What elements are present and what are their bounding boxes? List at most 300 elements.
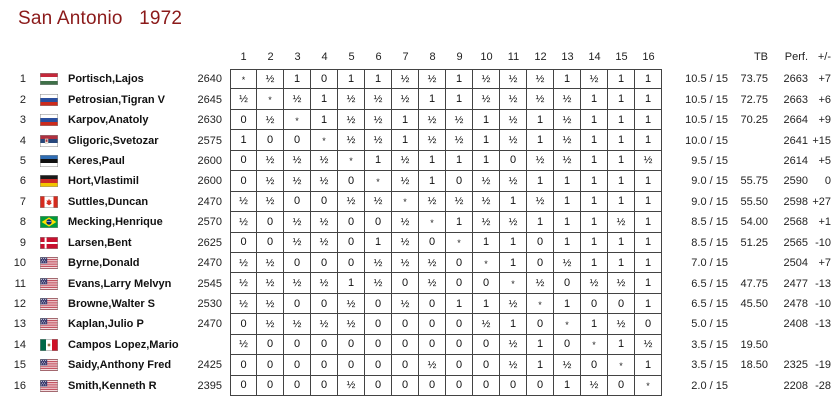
result-cell: 1 [608,151,635,171]
result-cell [365,89,392,109]
result-cell: 1 [311,89,338,109]
result-cell [257,253,284,273]
result-cell [473,89,500,109]
score-cell: 3.5 / 15 [691,338,728,351]
result-cell: 1 [527,171,554,191]
table-row [0,233,832,253]
result-cell: 1 [554,233,581,253]
result-cell: 0 [311,192,338,212]
player-name: Keres,Paul [68,154,125,167]
result-cell [581,69,608,89]
tb-cell: 19.50 [740,338,768,351]
result-half: ½ [562,134,572,147]
result-cell: 0 [527,314,554,334]
result-cell [392,233,419,253]
result-cell [338,89,365,109]
result-cell: 1 [473,233,500,253]
result-cell [500,89,527,109]
result-cell [365,192,392,212]
result-cell: 0 [230,355,257,375]
diagonal-star: * [403,197,407,208]
result-cell: 0 [284,253,311,273]
result-cell [500,130,527,150]
rank-cell: 7 [19,195,26,208]
score-cell: 8.5 / 15 [691,236,728,249]
result-cell [257,294,284,314]
player-name: Larsen,Bent [68,236,132,249]
score-cell: 5.0 / 15 [691,318,728,331]
rating-cell: 2600 [197,175,222,188]
result-cell: 1 [635,110,662,130]
result-half: ½ [346,93,356,106]
result-cell: 1 [635,69,662,89]
flag-russia-icon [40,94,58,106]
result-cell [392,151,419,171]
result-half: ½ [508,134,518,147]
results-grid [230,110,662,130]
result-cell: 0 [284,192,311,212]
flag-usa-icon [40,278,58,290]
result-cell: 1 [608,69,635,89]
result-cell [500,171,527,191]
result-cell [392,294,419,314]
flag-usa-icon [40,257,58,269]
result-cell [284,89,311,109]
result-half: ½ [562,256,572,269]
tb-cell: 51.25 [740,236,768,249]
results-grid [230,192,662,212]
result-cell: 1 [311,110,338,130]
result-cell: 1 [581,110,608,130]
result-half: ½ [292,277,302,290]
result-cell: 0 [230,376,257,396]
rating-cell: 2625 [197,236,222,249]
result-cell: 0 [311,253,338,273]
result-cell [284,171,311,191]
result-cell: 0 [230,110,257,130]
rank-cell: 13 [13,318,26,331]
plusminus-cell: +1 [818,216,831,229]
result-cell [419,69,446,89]
diagonal-star: * [511,279,515,290]
result-cell [338,294,365,314]
rating-cell: 2630 [197,114,222,127]
result-half: ½ [292,93,302,106]
result-cell [554,130,581,150]
result-cell: 0 [608,294,635,314]
result-cell [608,273,635,293]
result-cell [338,192,365,212]
round-header-cell: 4 [321,50,328,63]
result-half: ½ [346,195,356,208]
result-cell: 1 [608,110,635,130]
result-cell: 0 [500,376,527,396]
result-half: ½ [562,113,572,126]
result-cell: 1 [635,273,662,293]
round-header-cell: 10 [480,50,493,63]
results-grid [230,253,662,273]
result-cell: 0 [230,171,257,191]
perf-cell: 2408 [783,318,808,331]
result-half: ½ [400,236,410,249]
table-row [0,110,832,130]
results-grid [230,355,662,375]
result-half: ½ [535,73,545,86]
rank-cell: 11 [14,277,26,290]
results-grid [230,89,662,109]
table-row [0,335,832,355]
result-cell [338,376,365,396]
result-cell [635,335,662,355]
perf-header: Perf. [784,50,808,63]
result-cell: 1 [527,335,554,355]
crosstable-body [0,69,832,396]
diagonal-star: * [349,156,353,167]
result-cell: 1 [581,130,608,150]
result-cell: 0 [284,355,311,375]
player-name: Mecking,Henrique [68,216,163,229]
result-half: ½ [400,154,410,167]
result-cell: 1 [419,151,446,171]
table-row [0,212,832,232]
table-row [0,69,832,89]
result-cell [554,110,581,130]
result-half: ½ [427,277,437,290]
result-cell [230,89,257,109]
result-cell [419,253,446,273]
result-cell [473,314,500,334]
result-cell: 0 [365,294,392,314]
result-cell [419,110,446,130]
result-cell [554,355,581,375]
score-cell: 3.5 / 15 [691,359,728,372]
result-cell: 0 [392,376,419,396]
result-cell: 1 [608,233,635,253]
result-half: ½ [508,73,518,86]
result-cell: 1 [581,171,608,191]
results-grid [230,171,662,191]
perf-cell: 2478 [783,298,808,311]
result-cell [257,314,284,334]
result-cell: 0 [284,376,311,396]
plusminus-cell: -10 [815,236,831,249]
diagonal-star: * [295,115,299,126]
diagonal-star: * [619,360,623,371]
flag-estonia-icon [40,155,58,167]
result-cell [284,151,311,171]
round-header-cell: 15 [615,50,628,63]
table-row [0,376,832,396]
result-cell: 0 [554,335,581,355]
result-cell: 0 [257,233,284,253]
result-cell [257,273,284,293]
result-cell: 1 [419,171,446,191]
result-half: ½ [535,154,545,167]
rating-cell: 2570 [197,216,222,229]
result-cell [311,212,338,232]
result-half: ½ [319,174,329,187]
score-cell: 6.5 / 15 [691,298,728,311]
result-cell [311,273,338,293]
result-cell [554,151,581,171]
rank-cell: 1 [19,73,26,86]
result-cell: 1 [554,212,581,232]
result-cell: 1 [635,294,662,314]
result-cell [446,110,473,130]
tb-cell: 55.75 [740,175,768,188]
tournament-title: San Antonio 1972 [18,8,183,29]
result-cell: 1 [473,110,500,130]
result-cell [581,376,608,396]
result-cell: 1 [527,355,554,375]
result-half: ½ [427,134,437,147]
diagonal-star: * [484,258,488,269]
result-cell [419,355,446,375]
result-cell: 1 [473,151,500,171]
rank-cell: 10 [13,257,26,270]
flag-mexico-icon [40,339,58,351]
result-cell: 0 [230,314,257,334]
result-half: ½ [454,134,464,147]
result-half: ½ [265,174,275,187]
plusminus-cell: -13 [815,318,831,331]
result-half: ½ [265,154,275,167]
perf-cell: 2568 [783,216,808,229]
result-half: ½ [292,215,302,228]
result-cell: 1 [554,294,581,314]
result-cell: 0 [527,233,554,253]
result-cell [230,212,257,232]
result-cell: 1 [527,130,554,150]
perf-cell: 2664 [783,114,808,127]
result-cell: 0 [284,130,311,150]
result-cell [635,376,662,396]
results-grid [230,314,662,334]
flag-russia-icon [40,114,58,126]
result-half: ½ [239,195,248,208]
result-cell [473,212,500,232]
result-cell [527,89,554,109]
player-name: Campos Lopez,Mario [68,338,179,351]
result-half: ½ [616,215,626,228]
perf-cell: 2598 [783,195,808,208]
rating-cell: 2640 [197,73,222,86]
result-half: ½ [265,297,275,310]
result-cell: 0 [230,233,257,253]
result-cell: 1 [608,335,635,355]
plusminus-header: +/- [817,50,831,63]
result-cell [635,151,662,171]
perf-cell: 2565 [783,236,808,249]
result-half: ½ [481,195,491,208]
rank-cell: 3 [19,114,26,127]
result-half: ½ [454,195,464,208]
result-half: ½ [508,113,518,126]
result-cell: 1 [473,130,500,150]
result-cell: 1 [473,294,500,314]
result-cell [230,335,257,355]
result-half: ½ [562,154,572,167]
result-cell: 1 [635,171,662,191]
rating-cell: 2425 [197,359,222,372]
round-header-cell: 9 [456,50,463,63]
result-half: ½ [400,73,410,86]
rank-cell: 16 [13,379,26,392]
result-cell: 1 [446,69,473,89]
result-cell: 0 [446,314,473,334]
result-cell: 1 [581,151,608,171]
result-cell: 1 [635,130,662,150]
rating-cell: 2575 [197,134,222,147]
result-half: ½ [427,256,437,269]
result-cell: 1 [581,89,608,109]
diagonal-star: * [538,299,542,310]
result-cell [446,130,473,150]
result-cell [230,192,257,212]
result-cell: 1 [446,294,473,314]
round-number-headers [230,51,662,63]
result-cell: 0 [473,376,500,396]
result-half: ½ [481,93,491,106]
result-half: ½ [346,379,356,392]
result-cell: 0 [446,171,473,191]
result-cell: 1 [635,212,662,232]
result-cell [284,314,311,334]
result-cell: 1 [635,355,662,375]
plusminus-cell: -10 [815,298,831,311]
round-header-cell: 6 [375,50,382,63]
result-half: ½ [427,73,437,86]
result-cell [338,110,365,130]
result-half: ½ [508,174,518,187]
result-cell: 0 [419,294,446,314]
plusminus-cell: +9 [818,114,831,127]
result-cell: 0 [311,69,338,89]
score-cell: 10.5 / 15 [685,114,728,127]
rank-cell: 4 [19,134,26,147]
result-cell: 0 [446,253,473,273]
player-name: Kaplan,Julio P [68,318,144,331]
result-cell: 0 [257,212,284,232]
result-cell: 1 [635,89,662,109]
result-half: ½ [400,297,410,310]
result-cell [392,69,419,89]
result-cell: 0 [338,171,365,191]
tb-cell: 72.75 [740,93,768,106]
result-half: ½ [427,358,437,371]
result-half: ½ [239,338,248,351]
rating-cell: 2645 [197,93,222,106]
result-half: ½ [373,113,383,126]
result-cell: 1 [581,314,608,334]
tb-cell: 73.75 [740,73,768,86]
result-half: ½ [319,277,329,290]
perf-cell: 2477 [783,277,808,290]
results-grid [230,376,662,396]
result-cell: 0 [257,130,284,150]
result-cell: 0 [473,355,500,375]
result-cell [500,69,527,89]
result-cell: 1 [527,212,554,232]
perf-cell: 2325 [783,359,808,372]
player-name: Hort,Vlastimil [68,175,139,188]
rank-cell: 5 [19,154,26,167]
result-cell [365,273,392,293]
rank-cell: 15 [13,359,26,372]
table-row [0,151,832,171]
result-cell: 0 [311,376,338,396]
diagonal-star: * [268,95,272,106]
result-cell [257,192,284,212]
result-cell: 1 [446,89,473,109]
result-cell: 1 [365,233,392,253]
result-cell [365,130,392,150]
result-half: ½ [239,215,248,228]
result-cell: 1 [635,192,662,212]
result-cell: 1 [581,192,608,212]
result-half: ½ [400,256,410,269]
result-cell: 1 [365,69,392,89]
result-cell [608,314,635,334]
result-cell [419,192,446,212]
rank-cell: 14 [13,338,26,351]
result-cell: 0 [392,355,419,375]
result-cell: 1 [500,314,527,334]
flag-usa-icon [40,380,58,392]
score-cell: 9.0 / 15 [691,195,728,208]
player-name: Evans,Larry Melvyn [68,277,172,290]
result-cell: 0 [392,314,419,334]
table-row [0,355,832,375]
diagonal-star: * [565,319,569,330]
result-cell [311,171,338,191]
result-half: ½ [319,236,329,249]
result-cell [230,69,257,89]
result-half: ½ [265,73,275,86]
result-cell: 0 [419,233,446,253]
result-cell [392,192,419,212]
results-grid [230,212,662,232]
result-cell [392,253,419,273]
result-cell [554,253,581,273]
result-cell [527,273,554,293]
result-half: ½ [589,73,599,86]
result-cell [581,273,608,293]
flag-usa-icon [40,359,58,371]
plusminus-cell: -13 [815,277,831,290]
plusminus-cell: +7 [818,73,831,86]
result-cell [365,171,392,191]
rating-cell: 2395 [197,379,222,392]
perf-cell: 2504 [783,257,808,270]
round-header-cell: 11 [507,50,520,63]
result-cell [473,192,500,212]
flag-denmark-icon [40,237,58,249]
round-header-cell: 13 [561,50,574,63]
plusminus-cell: 0 [824,175,831,188]
perf-cell: 2663 [783,93,808,106]
result-cell [311,130,338,150]
result-cell: 0 [311,355,338,375]
plusminus-cell: +7 [818,257,831,270]
results-grid [230,69,662,89]
result-cell: 0 [284,294,311,314]
result-cell [392,89,419,109]
result-cell [473,171,500,191]
rank-cell: 9 [19,236,26,249]
result-cell: 1 [608,89,635,109]
player-name: Karpov,Anatoly [68,114,149,127]
